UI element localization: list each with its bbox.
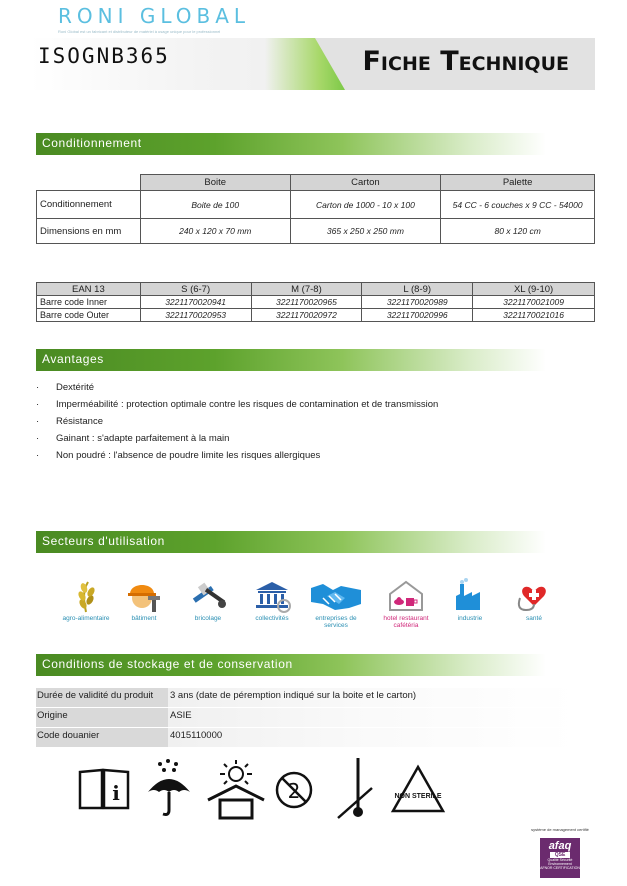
- sector-label: santé: [526, 615, 542, 622]
- section-avantages: [36, 349, 546, 371]
- sector-batiment: [116, 578, 172, 622]
- col-header: EAN 13: [37, 283, 141, 296]
- temperature-limit-icon: [334, 758, 374, 822]
- sector-agro: [58, 578, 114, 622]
- sector-bricolage: [180, 578, 236, 622]
- cell: 3221170021009: [473, 296, 595, 309]
- table-row: [36, 728, 596, 747]
- sector-label: entreprises de services: [315, 615, 357, 629]
- sector-label: bâtiment: [131, 615, 157, 622]
- section-conditionnement: [36, 133, 546, 155]
- cell: 3221170020953: [140, 309, 251, 322]
- stethoscope-heart-icon: [514, 578, 554, 614]
- sectors-row: [58, 578, 558, 633]
- sector-label: hotel restaurant cafétéria: [383, 615, 429, 629]
- col-header: M (7-8): [251, 283, 362, 296]
- single-use-icon: [274, 770, 314, 810]
- cell: 3 ans (date de péremption indiqué sur la boite et le carton): [170, 690, 417, 701]
- keep-away-sunlight-icon: [206, 760, 266, 820]
- row-label: Dimensions en mm: [37, 219, 141, 244]
- cell: Boite de 100: [140, 191, 290, 219]
- cell: 3221170020965: [251, 296, 362, 309]
- list-item: · Dextérité: [36, 382, 95, 393]
- cell: 240 x 120 x 70 mm: [140, 219, 290, 244]
- row-label: Barre code Outer: [37, 309, 141, 322]
- section-stockage: [36, 654, 546, 676]
- non-sterile-label: NON STERILE: [394, 793, 442, 800]
- col-header: S (6-7): [140, 283, 251, 296]
- row-label: Barre code Inner: [37, 296, 141, 309]
- factory-icon: [450, 578, 490, 614]
- sector-hotel: [378, 578, 434, 629]
- sector-industrie: [442, 578, 498, 622]
- section-title: Conditions de stockage et de conservation: [42, 657, 293, 671]
- ean-table: [36, 282, 595, 322]
- building-icon: [250, 578, 294, 614]
- single-use-glyph: 2: [287, 779, 301, 803]
- sector-entreprises: [308, 578, 364, 629]
- row-label: Code douanier: [37, 730, 100, 741]
- table-row: [36, 708, 596, 727]
- list-item: · Résistance: [36, 416, 103, 427]
- table-row: [37, 219, 595, 244]
- section-title: Conditionnement: [42, 136, 142, 150]
- sector-collectivites: [244, 578, 300, 622]
- table-row: [37, 309, 595, 322]
- cell: 3221170021016: [473, 309, 595, 322]
- sector-label: agro-alimentaire: [62, 615, 110, 622]
- cell: 3221170020996: [362, 309, 473, 322]
- list-item: · Non poudré : l'absence de poudre limite les risques allergiques: [36, 450, 321, 461]
- col-header: L (8-9): [362, 283, 473, 296]
- cell: Carton de 1000 - 10 x 100: [290, 191, 441, 219]
- cell: 80 x 120 cm: [441, 219, 595, 244]
- col-header: Boite: [140, 175, 290, 191]
- sector-label: industrie: [457, 615, 483, 622]
- tools-icon: [186, 578, 230, 614]
- cell: ASIE: [170, 710, 192, 721]
- table-row: [37, 296, 595, 309]
- packaging-table: [36, 174, 595, 244]
- cell: 3221170020972: [251, 309, 362, 322]
- col-header: Carton: [290, 175, 441, 191]
- brand-name: RONI GLOBAL: [58, 4, 251, 28]
- advantages-list: [36, 382, 438, 467]
- list-item: · Imperméabilité : protection optimale contre les risques de contamination et de transmission: [36, 399, 439, 410]
- sector-label: bricolage: [194, 615, 222, 622]
- section-title: Avantages: [42, 352, 104, 366]
- brand-tagline: Roni Global est un fabricant et distributeur de matériel à usage unique pour le professionnel: [58, 29, 221, 34]
- list-item: · Gainant : s'adapte parfaitement à la main: [36, 433, 230, 444]
- col-header: Palette: [441, 175, 595, 191]
- hard-hat-icon: [124, 578, 164, 614]
- cell: 3221170020989: [362, 296, 473, 309]
- table-row: [36, 688, 596, 707]
- non-sterile-icon: [390, 764, 446, 814]
- cell: 3221170020941: [140, 296, 251, 309]
- row-label: Conditionnement: [37, 191, 141, 219]
- certification-badge: [520, 827, 600, 878]
- manual-info-glyph: i: [112, 781, 120, 805]
- header-band: [30, 38, 595, 90]
- afaq-logo: afaq QSE Qualité Sécurité Environnement AFNOR CERTIFICATION: [540, 838, 580, 878]
- cert-caption: système de management certifié: [531, 827, 589, 832]
- hotel-icon: [386, 578, 426, 614]
- cell: 4015110000: [170, 730, 223, 741]
- handshake-icon: [309, 578, 363, 614]
- row-label: Durée de validité du produit: [37, 690, 154, 701]
- sector-label: collectivités: [255, 615, 289, 622]
- cell: 365 x 250 x 250 mm: [290, 219, 441, 244]
- cell: 54 CC - 6 couches x 9 CC - 54000: [441, 191, 595, 219]
- manual-book-icon: [78, 768, 130, 810]
- keep-dry-umbrella-icon: [144, 758, 194, 818]
- col-header: XL (9-10): [473, 283, 595, 296]
- page-title: Fiche Technique: [362, 46, 569, 77]
- section-title: Secteurs d'utilisation: [42, 534, 165, 548]
- section-secteurs: [36, 531, 546, 553]
- regulatory-symbols: [78, 758, 478, 823]
- table-row: [37, 191, 595, 219]
- brand-logo: [58, 4, 288, 34]
- row-label: Origine: [37, 710, 68, 721]
- sector-sante: [506, 578, 562, 622]
- product-reference: ISOGNB365: [38, 44, 170, 68]
- wheat-icon: [66, 578, 106, 614]
